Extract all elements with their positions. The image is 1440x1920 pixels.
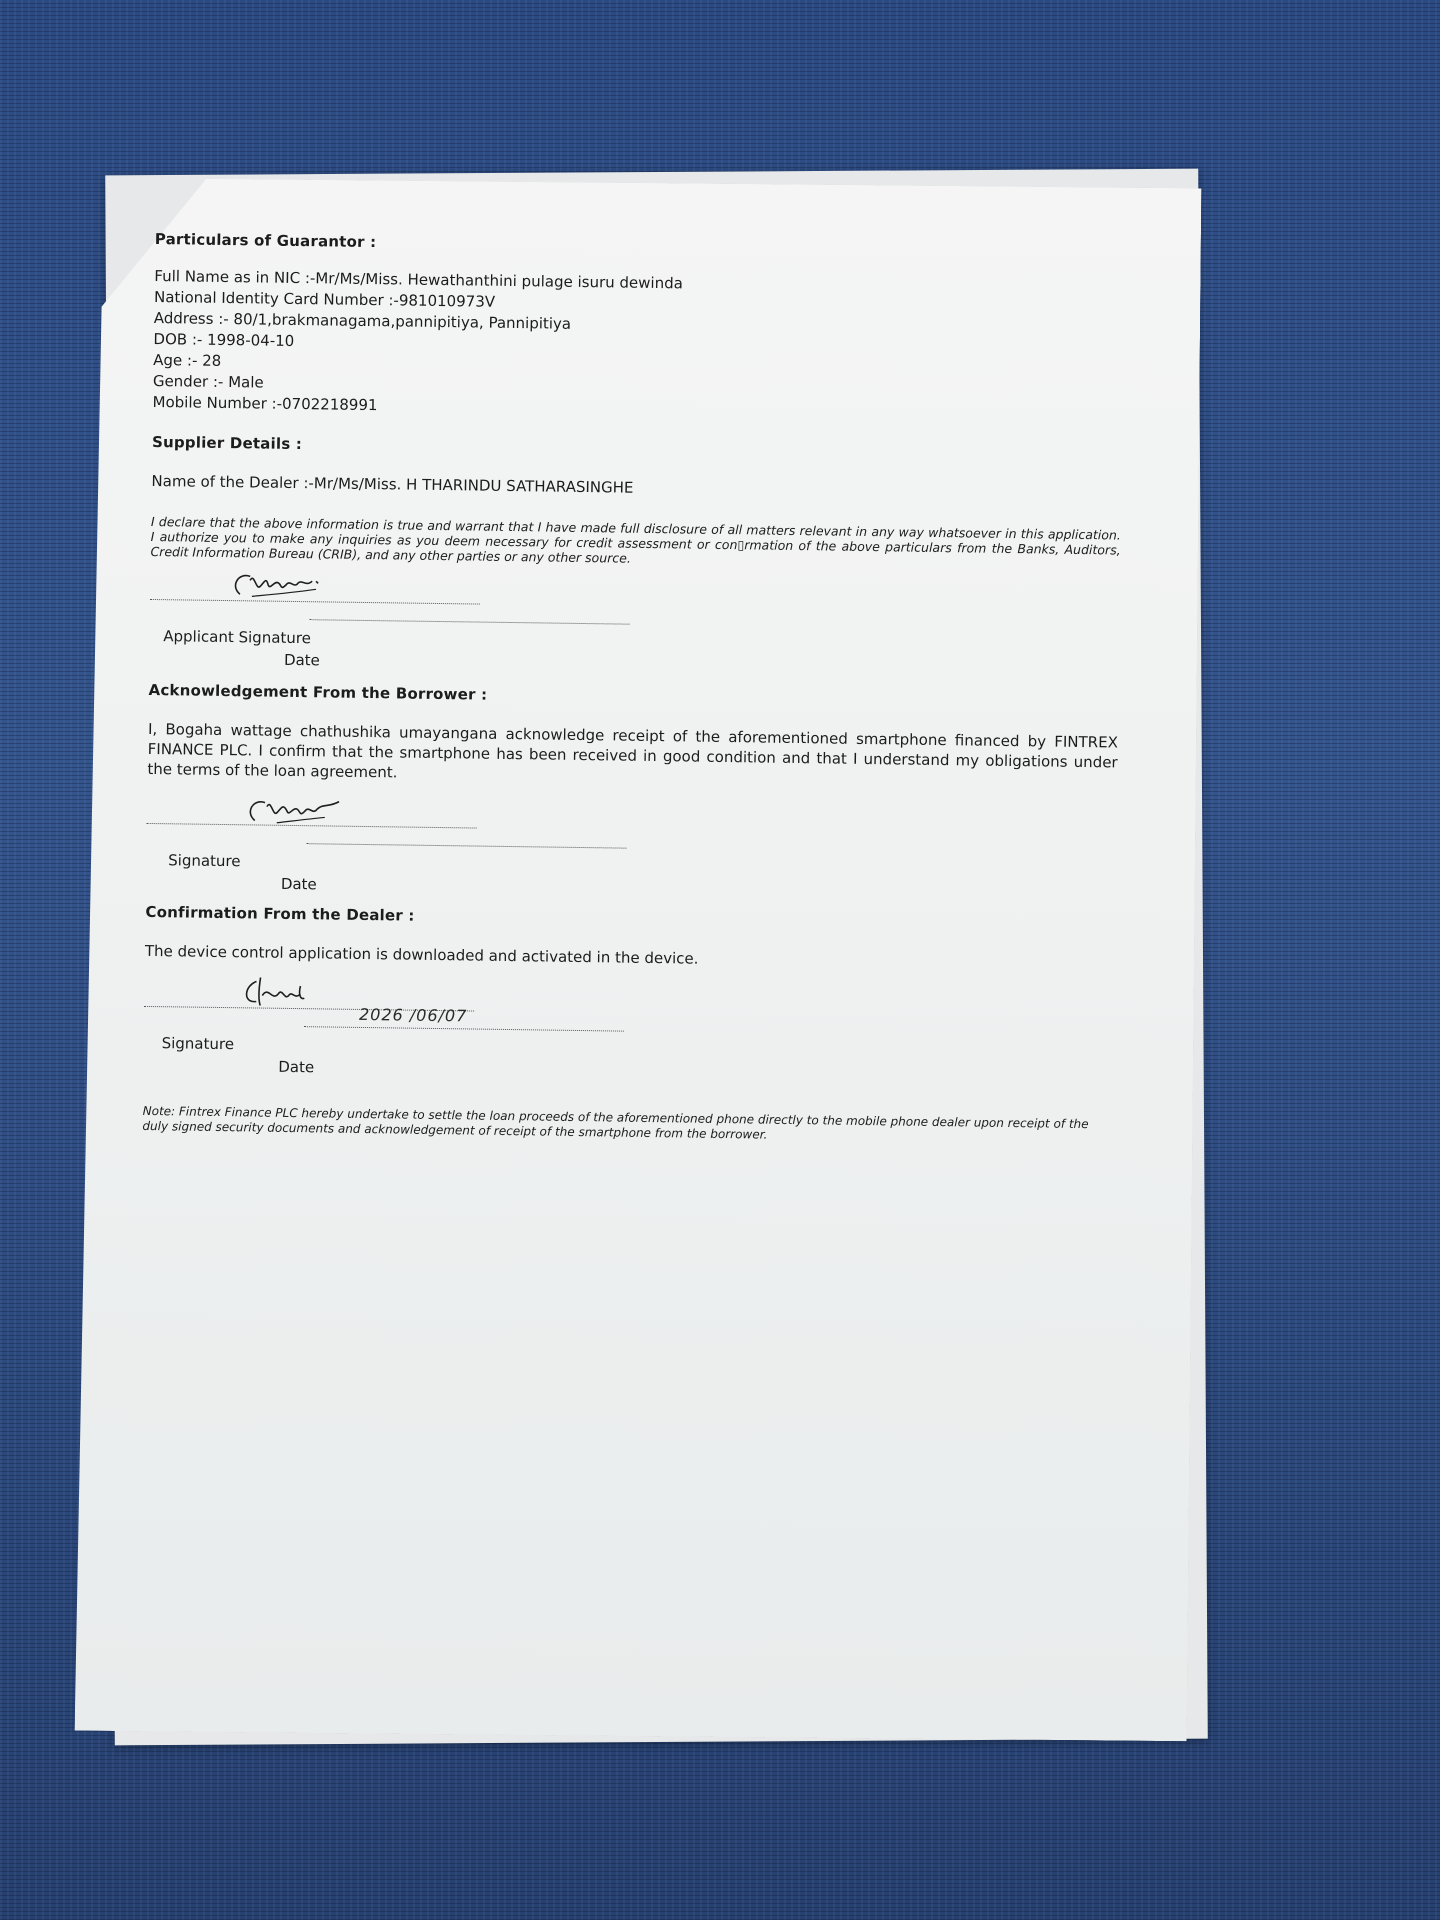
applicant-date-label: Date xyxy=(283,650,320,670)
guarantor-age: Age :- 28 xyxy=(153,350,222,370)
applicant-date-line xyxy=(310,619,630,624)
borrower-date-line xyxy=(306,843,626,848)
dealer-name: Name of the Dealer :-Mr/Ms/Miss. H THARINDU SATHARASINGHE xyxy=(151,471,634,497)
guarantor-heading: Particulars of Guarantor : xyxy=(154,230,377,252)
declaration-text: I declare that the above information is true and warrant that I have made full disclosure of all matters relevant in any way whatsoever in this application. I authorize you to make any inquiries as you deem necessary for credit assessment or con▯rmation of the above particulars from the Banks, Auditors, Credit Information Bureau (CRIB), and any other parties or any other source. xyxy=(150,513,1121,566)
dealer-handwritten-signature xyxy=(234,971,355,1017)
applicant-signature-block xyxy=(149,569,750,669)
guarantor-nic: National Identity Card Number :-981010973V xyxy=(153,287,496,311)
dealer-signature-block xyxy=(143,976,744,1076)
dealer-date-label: Date xyxy=(278,1057,315,1077)
dealer-signature-label: Signature xyxy=(161,1034,235,1054)
guarantor-gender: Gender :- Male xyxy=(152,371,264,392)
guarantor-mobile: Mobile Number :-0702218991 xyxy=(152,392,378,415)
acknowledgement-heading: Acknowledgement From the Borrower : xyxy=(148,680,488,704)
dealer-date-line xyxy=(304,1026,624,1031)
borrower-date-label: Date xyxy=(280,874,317,894)
supplier-heading: Supplier Details : xyxy=(151,432,303,454)
dealer-confirmation-heading: Confirmation From the Dealer : xyxy=(145,902,415,925)
document-content xyxy=(142,230,1125,1147)
dealer-handwritten-date: 2026 /06/07 xyxy=(358,1004,468,1026)
guarantor-full-name: Full Name as in NIC :-Mr/Ms/Miss. Hewathanthini pulage isuru dewinda xyxy=(154,266,683,293)
applicant-signature-label: Applicant Signature xyxy=(163,627,312,648)
borrower-signature-label: Signature xyxy=(168,851,241,871)
applicant-handwritten-signature xyxy=(220,566,341,612)
guarantor-dob: DOB :- 1998-04-10 xyxy=(153,329,295,350)
dealer-confirmation-text: The device control application is downloaded and activated in the device. xyxy=(144,941,699,968)
acknowledgement-text: I, Bogaha wattage chathushika umayangana acknowledge receipt of the aforementioned smartphone financed by FINTREX FINANCE PLC. I confirm that the smartphone has been received in good condition and that I understand my obligations under the terms of the loan agreement. xyxy=(147,719,1119,782)
borrower-signature-block xyxy=(146,793,747,893)
footer-note: Note: Fintrex Finance PLC hereby undertake to settle the loan proceeds of the aforementioned phone directly to the mobile phone dealer upon receipt of the duly signed security documents and acknowledgement of receipt of the smartphone from the borrower. xyxy=(142,1103,1089,1142)
guarantor-address: Address :- 80/1,brakmanagama,pannipitiya, Pannipitiya xyxy=(153,308,572,333)
borrower-handwritten-signature xyxy=(237,790,358,836)
